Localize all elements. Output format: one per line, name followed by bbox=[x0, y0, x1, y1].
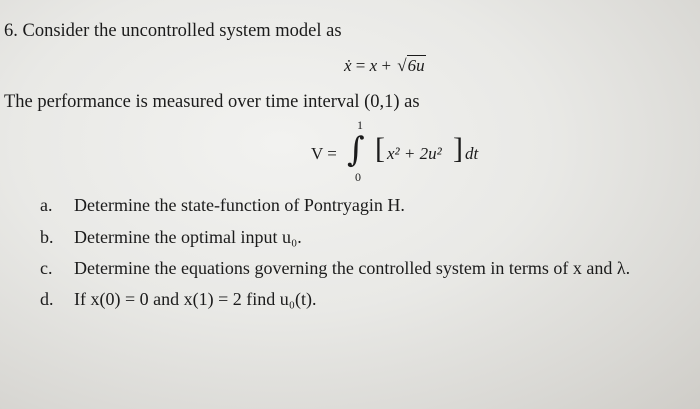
question-title: 6. Consider the uncontrolled system model as bbox=[4, 21, 342, 41]
right-bracket: ] bbox=[453, 132, 463, 165]
plus-sign: + bbox=[377, 56, 396, 75]
radicand: 6u bbox=[407, 56, 425, 75]
left-bracket: [ bbox=[375, 132, 385, 165]
list-item bbox=[40, 227, 302, 248]
list-item bbox=[40, 289, 317, 310]
item-text: Determine the state-function of Pontryagin H. bbox=[74, 195, 405, 215]
item-label: a. bbox=[40, 195, 53, 215]
v-equals: V = bbox=[311, 144, 337, 163]
radical-sign: √ bbox=[397, 56, 407, 75]
system-equation bbox=[344, 56, 426, 76]
list-item bbox=[40, 195, 405, 216]
item-text: If x(0) = 0 and x(1) = 2 find u₀(t). bbox=[74, 289, 317, 309]
item-label: d. bbox=[40, 289, 54, 309]
item-label: b. bbox=[40, 227, 54, 247]
upper-limit: 1 bbox=[357, 118, 363, 132]
item-text: Determine the optimal input u₀. bbox=[74, 227, 302, 247]
x-dot: ẋ bbox=[344, 56, 352, 75]
performance-integral bbox=[305, 118, 495, 182]
performance-text: The performance is measured over time interval (0,1) as bbox=[4, 92, 420, 112]
square-root bbox=[395, 56, 425, 76]
equals-sign: = bbox=[351, 56, 370, 75]
item-label: c. bbox=[40, 258, 53, 278]
integral-sign: ∫ bbox=[347, 130, 365, 170]
lower-limit: 0 bbox=[355, 170, 361, 184]
dt: dt bbox=[465, 144, 479, 163]
x-variable: x bbox=[369, 56, 378, 75]
list-item bbox=[40, 258, 630, 279]
integrand: x² + 2u² bbox=[387, 144, 442, 163]
item-text: Determine the equations governing the controlled system in terms of x and λ. bbox=[74, 258, 631, 278]
